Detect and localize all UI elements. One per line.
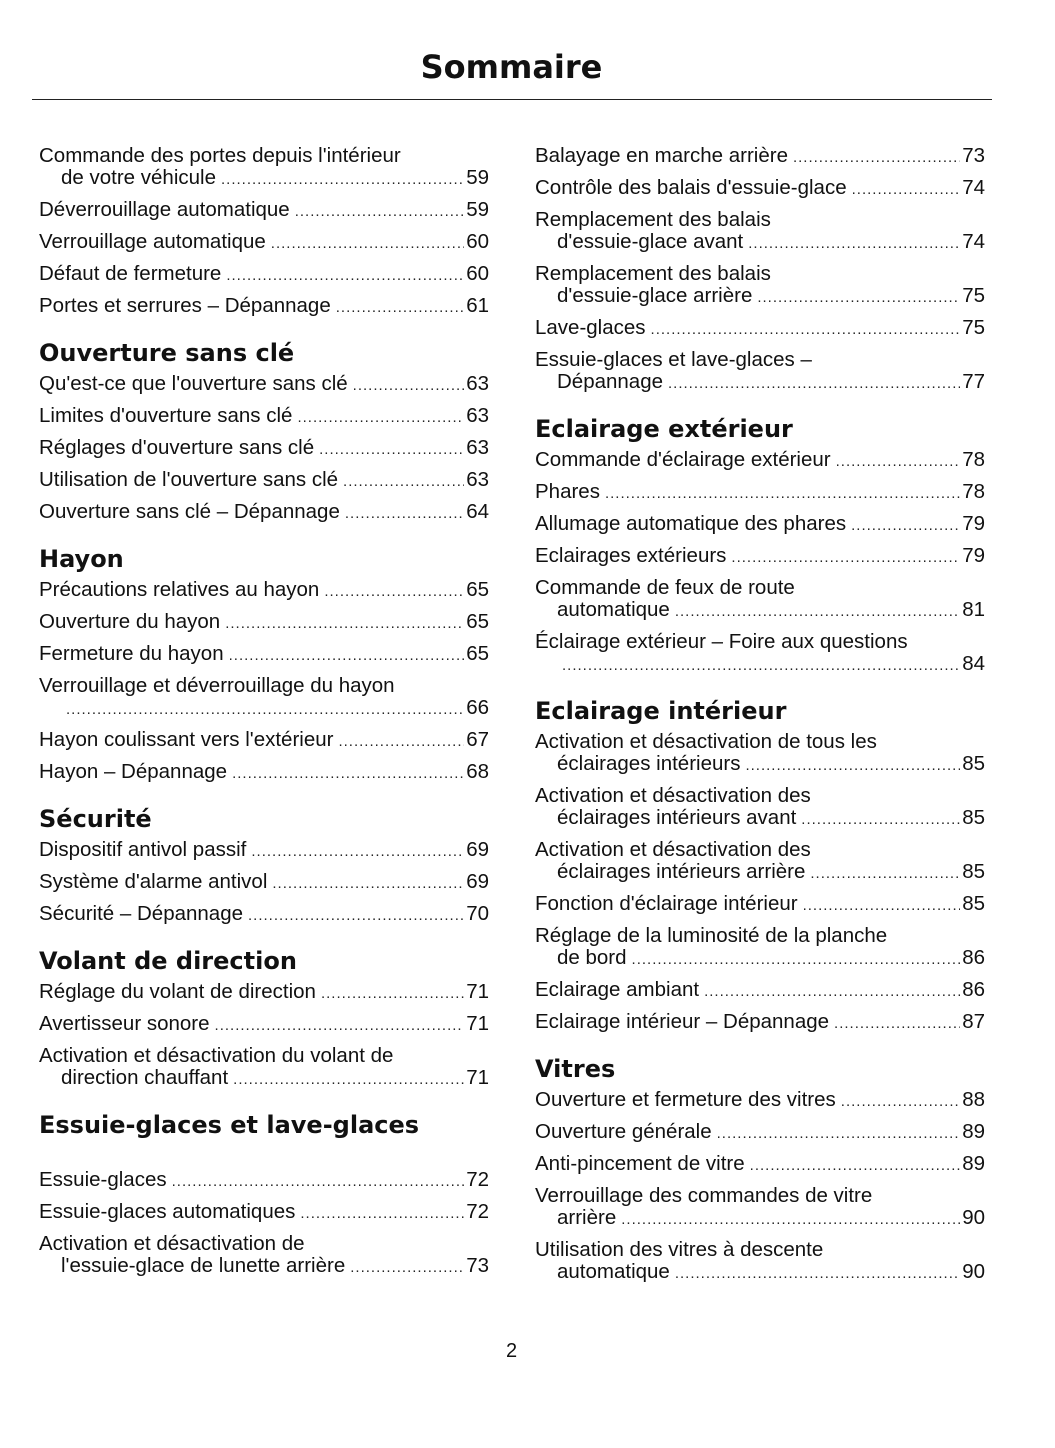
toc-entry[interactable] bbox=[535, 1089, 985, 1113]
toc-page-number: 85 bbox=[962, 860, 985, 883]
toc-page-number: 71 bbox=[466, 980, 489, 1003]
toc-entry-title: Utilisation des vitres à descente bbox=[535, 1238, 824, 1261]
toc-entry[interactable] bbox=[535, 317, 985, 341]
dot-leader bbox=[745, 755, 960, 777]
toc-entry-title: Activation et désactivation du volant de bbox=[39, 1044, 394, 1067]
dot-leader bbox=[852, 179, 961, 201]
dot-leader bbox=[353, 375, 465, 397]
toc-entry[interactable] bbox=[535, 1011, 985, 1035]
dot-leader bbox=[232, 763, 464, 785]
toc-page-number: 72 bbox=[466, 1200, 489, 1223]
toc-entry-title: Hayon coulissant vers l'extérieur bbox=[39, 728, 334, 751]
toc-page-number: 78 bbox=[962, 480, 985, 503]
dot-leader bbox=[350, 1257, 464, 1279]
dot-leader bbox=[172, 1171, 465, 1193]
toc-entry[interactable] bbox=[535, 1121, 985, 1145]
dot-leader bbox=[319, 439, 464, 461]
toc-page-number: 68 bbox=[466, 760, 489, 783]
toc-page-number: 71 bbox=[466, 1066, 489, 1089]
toc-page-number: 73 bbox=[962, 144, 985, 167]
toc-entry[interactable] bbox=[39, 1233, 489, 1279]
toc-page-number: 77 bbox=[962, 370, 985, 393]
toc-entry[interactable] bbox=[535, 481, 985, 505]
dot-leader bbox=[233, 1069, 464, 1091]
dot-leader bbox=[297, 407, 464, 429]
toc-page-number: 75 bbox=[962, 284, 985, 307]
toc-entry[interactable] bbox=[39, 231, 489, 255]
toc-entry-title: Balayage en marche arrière bbox=[535, 144, 788, 167]
dot-leader bbox=[675, 601, 960, 623]
toc-page-number: 85 bbox=[962, 806, 985, 829]
toc-entry-title: Phares bbox=[535, 480, 600, 503]
toc-page-number: 66 bbox=[466, 696, 489, 719]
toc-page-number: 86 bbox=[962, 946, 985, 969]
toc-entry-title: Allumage automatique des phares bbox=[535, 512, 847, 535]
dot-leader bbox=[66, 699, 464, 721]
toc-page-number: 75 bbox=[962, 316, 985, 339]
toc-entry-title: Qu'est-ce que l'ouverture sans clé bbox=[39, 372, 348, 395]
toc-entry[interactable] bbox=[535, 545, 985, 569]
toc-page-number: 63 bbox=[466, 404, 489, 427]
toc-entry-title-continued: automatique bbox=[557, 598, 670, 621]
toc-entry[interactable] bbox=[535, 577, 985, 623]
toc-entry-title: Activation et désactivation des bbox=[535, 838, 811, 861]
section-heading-securite: Sécurité bbox=[39, 805, 152, 833]
toc-entry-title: Utilisation de l'ouverture sans clé bbox=[39, 468, 339, 491]
toc-entry[interactable] bbox=[39, 1013, 489, 1037]
dot-leader bbox=[271, 233, 464, 255]
toc-page-number: 63 bbox=[466, 436, 489, 459]
toc-entry[interactable] bbox=[39, 839, 489, 863]
toc-page-number: 71 bbox=[466, 1012, 489, 1035]
toc-entry-title: Activation et désactivation de bbox=[39, 1232, 305, 1255]
toc-entry[interactable] bbox=[535, 979, 985, 1003]
toc-entry[interactable] bbox=[39, 903, 489, 927]
dot-leader bbox=[321, 983, 464, 1005]
toc-page-number: 90 bbox=[962, 1260, 985, 1283]
toc-page-number: 63 bbox=[466, 468, 489, 491]
toc-entry-title: Verrouillage automatique bbox=[39, 230, 266, 253]
toc-entry[interactable] bbox=[39, 295, 489, 319]
dot-leader bbox=[748, 233, 960, 255]
toc-page-number: 63 bbox=[466, 372, 489, 395]
toc-entry[interactable] bbox=[535, 893, 985, 917]
toc-page-number: 72 bbox=[466, 1168, 489, 1191]
toc-entry-title: Commande des portes depuis l'intérieur bbox=[39, 144, 401, 167]
toc-entry[interactable] bbox=[535, 1153, 985, 1177]
dot-leader bbox=[801, 809, 960, 831]
toc-entry[interactable] bbox=[39, 373, 489, 397]
toc-entry-title: Activation et désactivation des bbox=[535, 784, 811, 807]
toc-entry-title: Eclairage ambiant bbox=[535, 978, 700, 1001]
toc-page-number: 65 bbox=[466, 578, 489, 601]
toc-entry[interactable] bbox=[39, 643, 489, 667]
toc-entry[interactable] bbox=[39, 611, 489, 635]
toc-entry[interactable] bbox=[39, 761, 489, 785]
toc-page-number: 59 bbox=[466, 198, 489, 221]
toc-entry-title: Ouverture sans clé – Dépannage bbox=[39, 500, 340, 523]
toc-entry-title: Eclairages extérieurs bbox=[535, 544, 727, 567]
toc-entry-title: Défaut de fermeture bbox=[39, 262, 222, 285]
toc-page-number: 81 bbox=[962, 598, 985, 621]
dot-leader bbox=[336, 297, 464, 319]
toc-entry[interactable] bbox=[535, 925, 985, 971]
toc-entry[interactable] bbox=[39, 1201, 489, 1225]
toc-page-number: 61 bbox=[466, 294, 489, 317]
toc-entry[interactable] bbox=[535, 145, 985, 169]
toc-entry[interactable] bbox=[39, 729, 489, 753]
dot-leader bbox=[248, 905, 464, 927]
dot-leader bbox=[675, 1263, 960, 1285]
dot-leader bbox=[345, 503, 464, 525]
toc-entry-title-continued: automatique bbox=[557, 1260, 670, 1283]
toc-entry-title-continued: Dépannage bbox=[557, 370, 664, 393]
dot-leader bbox=[803, 895, 961, 917]
toc-entry-title: Avertisseur sonore bbox=[39, 1012, 210, 1035]
toc-entry-title: Contrôle des balais d'essuie-glace bbox=[535, 176, 847, 199]
dot-leader bbox=[343, 471, 464, 493]
toc-entry[interactable] bbox=[39, 469, 489, 493]
title-divider bbox=[32, 99, 992, 100]
toc-entry-title: Eclairage intérieur – Dépannage bbox=[535, 1010, 830, 1033]
toc-entry[interactable] bbox=[39, 981, 489, 1005]
toc-entry-title: Réglage de la luminosité de la planche bbox=[535, 924, 888, 947]
toc-page-number: 86 bbox=[962, 978, 985, 1001]
dot-leader bbox=[793, 147, 960, 169]
toc-entry-title: Essuie-glaces bbox=[39, 1168, 167, 1191]
page-title: Sommaire bbox=[420, 48, 603, 86]
toc-entry-title: Ouverture du hayon bbox=[39, 610, 221, 633]
toc-entry-title-continued: direction chauffant bbox=[61, 1066, 229, 1089]
toc-entry-title: Déverrouillage automatique bbox=[39, 198, 290, 221]
toc-entry-title: Portes et serrures – Dépannage bbox=[39, 294, 331, 317]
toc-page-number: 67 bbox=[466, 728, 489, 751]
dot-leader bbox=[731, 547, 960, 569]
toc-entry-title: Essuie-glaces automatiques bbox=[39, 1200, 296, 1223]
toc-entry-title: Précautions relatives au hayon bbox=[39, 578, 320, 601]
toc-entry[interactable] bbox=[535, 263, 985, 309]
toc-entry-title: Remplacement des balais bbox=[535, 262, 771, 285]
toc-entry-title: Système d'alarme antivol bbox=[39, 870, 268, 893]
dot-leader bbox=[717, 1123, 961, 1145]
toc-entry[interactable] bbox=[39, 579, 489, 603]
toc-entry-title: Commande d'éclairage extérieur bbox=[535, 448, 831, 471]
dot-leader bbox=[225, 613, 464, 635]
toc-entry-title-continued: de bord bbox=[557, 946, 627, 969]
toc-entry-title: Réglages d'ouverture sans clé bbox=[39, 436, 315, 459]
toc-page-number: 85 bbox=[962, 752, 985, 775]
section-heading-volant-de-direction: Volant de direction bbox=[39, 947, 297, 975]
toc-entry-title: Activation et désactivation de tous les bbox=[535, 730, 877, 753]
dot-leader bbox=[834, 1013, 960, 1035]
toc-entry[interactable] bbox=[535, 631, 985, 677]
toc-entry-title: Commande de feux de route bbox=[535, 576, 795, 599]
dot-leader bbox=[632, 949, 961, 971]
dot-leader bbox=[836, 451, 961, 473]
toc-entry-title-continued: l'essuie-glace de lunette arrière bbox=[61, 1254, 346, 1277]
toc-entry-title-continued: de votre véhicule bbox=[61, 166, 216, 189]
toc-entry-title: Éclairage extérieur – Foire aux questions bbox=[535, 630, 908, 653]
toc-entry-title: Ouverture et fermeture des vitres bbox=[535, 1088, 836, 1111]
page-number: 2 bbox=[505, 1340, 518, 1362]
toc-page-number: 85 bbox=[962, 892, 985, 915]
toc-entry-title: Remplacement des balais bbox=[535, 208, 771, 231]
toc-entry-title: Lave-glaces bbox=[535, 316, 646, 339]
dot-leader bbox=[750, 1155, 961, 1177]
section-heading-eclairage-exterieur: Eclairage extérieur bbox=[535, 415, 793, 443]
toc-entry[interactable] bbox=[39, 871, 489, 895]
toc-page-number: 79 bbox=[962, 512, 985, 535]
toc-entry[interactable] bbox=[535, 513, 985, 537]
toc-entry[interactable] bbox=[535, 349, 985, 395]
toc-entry[interactable] bbox=[39, 145, 489, 191]
toc-entry-title-continued: d'essuie-glace arrière bbox=[557, 284, 753, 307]
toc-entry-title: Fermeture du hayon bbox=[39, 642, 224, 665]
dot-leader bbox=[851, 515, 960, 537]
dot-leader bbox=[668, 373, 960, 395]
toc-entry[interactable] bbox=[39, 199, 489, 223]
dot-leader bbox=[295, 201, 464, 223]
dot-leader bbox=[226, 265, 464, 287]
toc-entry-title: Fonction d'éclairage intérieur bbox=[535, 892, 798, 915]
toc-entry-title: Limites d'ouverture sans clé bbox=[39, 404, 293, 427]
section-heading-vitres: Vitres bbox=[535, 1055, 616, 1083]
toc-page-number: 74 bbox=[962, 176, 985, 199]
toc-entry-title-continued: éclairages intérieurs bbox=[557, 752, 741, 775]
dot-leader bbox=[324, 581, 464, 603]
toc-entry[interactable] bbox=[535, 209, 985, 255]
dot-leader bbox=[757, 287, 960, 309]
dot-leader bbox=[651, 319, 961, 341]
toc-entry-title: Réglage du volant de direction bbox=[39, 980, 316, 1003]
toc-entry-title-continued: arrière bbox=[557, 1206, 617, 1229]
toc-entry[interactable] bbox=[535, 449, 985, 473]
toc-page-number: 65 bbox=[466, 642, 489, 665]
dot-leader bbox=[338, 731, 464, 753]
toc-entry-title: Verrouillage et déverrouillage du hayon bbox=[39, 674, 395, 697]
toc-right-column bbox=[535, 145, 985, 1293]
toc-entry-title-continued: éclairages intérieurs avant bbox=[557, 806, 797, 829]
toc-page-number: 88 bbox=[962, 1088, 985, 1111]
dot-leader bbox=[300, 1203, 464, 1225]
toc-page-number: 89 bbox=[962, 1152, 985, 1175]
section-heading-hayon: Hayon bbox=[39, 545, 124, 573]
toc-page-number: 64 bbox=[466, 500, 489, 523]
toc-entry[interactable] bbox=[535, 1185, 985, 1231]
toc-page-number: 59 bbox=[466, 166, 489, 189]
toc-page-number: 70 bbox=[466, 902, 489, 925]
toc-entry[interactable] bbox=[535, 785, 985, 831]
toc-page-number: 84 bbox=[962, 652, 985, 675]
dot-leader bbox=[272, 873, 464, 895]
toc-entry-title: Anti-pincement de vitre bbox=[535, 1152, 745, 1175]
dot-leader bbox=[841, 1091, 960, 1113]
toc-entry-title: Essuie-glaces et lave-glaces – bbox=[535, 348, 812, 371]
toc-entry[interactable] bbox=[535, 731, 985, 777]
toc-entry[interactable] bbox=[535, 177, 985, 201]
toc-entry-title: Hayon – Dépannage bbox=[39, 760, 228, 783]
dot-leader bbox=[215, 1015, 465, 1037]
toc-entry[interactable] bbox=[39, 437, 489, 461]
toc-page-number: 89 bbox=[962, 1120, 985, 1143]
dot-leader bbox=[605, 483, 960, 505]
toc-entry-title-continued: d'essuie-glace avant bbox=[557, 230, 744, 253]
toc-page-number: 60 bbox=[466, 262, 489, 285]
toc-entry-title: Dispositif antivol passif bbox=[39, 838, 247, 861]
dot-leader bbox=[229, 645, 465, 667]
toc-entry-title: Ouverture générale bbox=[535, 1120, 712, 1143]
toc-page-number: 87 bbox=[962, 1010, 985, 1033]
toc-page-number: 74 bbox=[962, 230, 985, 253]
section-heading-essuie-glaces-et-lave-glaces: Essuie-glaces et lave-glaces bbox=[39, 1111, 420, 1139]
toc-left-column bbox=[39, 145, 489, 1287]
toc-page-number: 60 bbox=[466, 230, 489, 253]
dot-leader bbox=[251, 841, 464, 863]
dot-leader bbox=[810, 863, 960, 885]
toc-page-number: 78 bbox=[962, 448, 985, 471]
toc-page-number: 90 bbox=[962, 1206, 985, 1229]
toc-entry[interactable] bbox=[39, 675, 489, 721]
toc-page-number: 73 bbox=[466, 1254, 489, 1277]
toc-entry-title: Sécurité – Dépannage bbox=[39, 902, 244, 925]
toc-entry[interactable] bbox=[535, 1239, 985, 1285]
toc-entry[interactable] bbox=[535, 839, 985, 885]
toc-page-number: 79 bbox=[962, 544, 985, 567]
toc-page-number: 69 bbox=[466, 838, 489, 861]
dot-leader bbox=[562, 655, 960, 677]
section-heading-ouverture-sans-cle: Ouverture sans clé bbox=[39, 339, 295, 367]
toc-entry-title-continued: éclairages intérieurs arrière bbox=[557, 860, 806, 883]
toc-entry[interactable] bbox=[39, 1045, 489, 1091]
dot-leader bbox=[621, 1209, 960, 1231]
section-heading-eclairage-interieur: Eclairage intérieur bbox=[535, 697, 787, 725]
toc-entry[interactable] bbox=[39, 405, 489, 429]
toc-entry-title: Verrouillage des commandes de vitre bbox=[535, 1184, 873, 1207]
toc-entry[interactable] bbox=[39, 501, 489, 525]
toc-page-number: 65 bbox=[466, 610, 489, 633]
toc-entry[interactable] bbox=[39, 1169, 489, 1193]
toc-entry[interactable] bbox=[39, 263, 489, 287]
toc-page-number: 69 bbox=[466, 870, 489, 893]
dot-leader bbox=[221, 169, 464, 191]
dot-leader bbox=[704, 981, 960, 1003]
